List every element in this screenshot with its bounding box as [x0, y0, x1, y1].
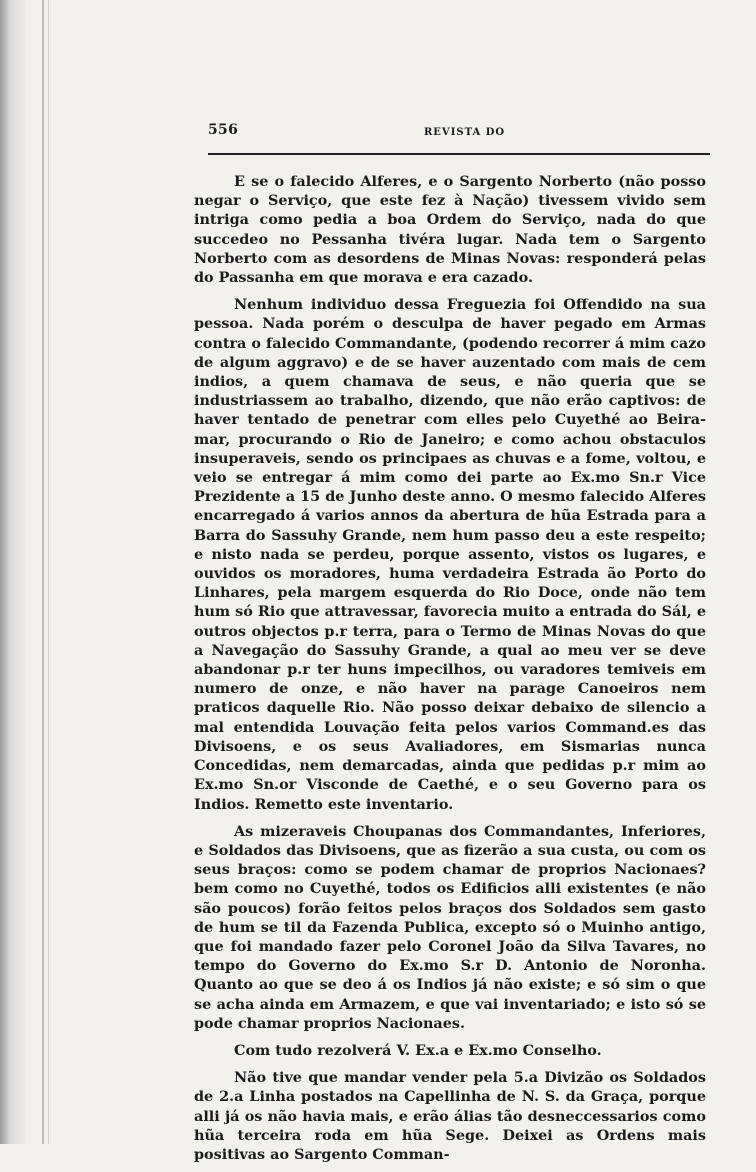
paragraph-1: E se o falecido Alferes, e o Sargento Norberto (não posso negar o Serviço, que este fez à Nação) tivessem vivido sem intriga como pedia a boa Ordem do Serviço, nada do que succedeo no Pessanha tivéra lugar. Nada tem o Sargento Norberto com as desordens de Minas Novas: responderá pelas do Passanha em que morava e era cazado. [194, 173, 706, 287]
book-binding-edge [0, 0, 26, 1144]
paragraph-5: Não tive que mandar vender pela 5.a Divizão os Soldados de 2.a Linha postados na Capellinha de N. S. da Graça, porque alli já os não havia mais, e erão álias tão desneccessarios como hũa terceira roda em hũa Sege. Deixei as Ordens mais positivas ao Sargento Comman- [194, 1069, 706, 1163]
running-title: REVISTA DO [424, 127, 506, 138]
paragraph-4: Com tudo rezolverá V. Ex.a e Ex.mo Conselho. [234, 1041, 602, 1059]
binding-shadow-line-secondary [48, 0, 49, 1144]
page-number: 556 [208, 122, 239, 138]
binding-shadow-line [42, 0, 44, 1144]
page-header [208, 120, 710, 150]
paragraph-3: As mizeraveis Choupanas dos Commandantes, Inferiores, e Soldados das Divisoens, que as fizerão a sua custa, ou com os seus braços: como se podem chamar de proprios Nacionaes? bem como no Cuyethé, todos os Edificios alli existentes (e não são poucos) forão feitos pelos braços dos Soldados sem gasto de hum se til da Fazenda Publica, excepto só o Muinho antigo, que foi mandado fazer pelo Coronel João da Silva Tavares, no tempo do Governo do Ex.mo S.r D. Antonio de Noronha. Quanto ao que se deo á os Indios já não existe; e só sim o que se acha ainda em Armazem, e que vai inventariado; e isto só se pode chamar proprios Nacionaes. [194, 822, 706, 1032]
paragraph-2: Nenhum individuo dessa Freguezia foi Offendido na sua pessoa. Nada porém o desculpa de haver pegado em Armas contra o falecido Commandante, (podendo recorrer á mim cazo de algum aggravo) e de se haver auzentado com mais de cem indios, a quem chamava de seus, e não queria que se industriassem ao trabalho, dizendo, que não erão captivos: de haver tentado de penetrar com elles pelo Cuyethé ao Beira-mar, procurando o Rio de Janeiro; e como achou obstaculos insuperaveis, sendo os principaes as chuvas e a fome, voltou, e veio se entregar á mim como dei parte ao Ex.mo Sn.r Vice Prezidente a 15 de Junho deste anno. O mesmo falecido Alferes encarregado á varios annos da abertura de hũa Estrada para a Barra do Sassuhy Grande, nem hum passo deu a este respeito; e nisto nada se perdeu, porque assento, vistos os lugares, e ouvidos os moradores, huma verdadeira Estrada ão Porto do Linhares, pela margem esquerda do Rio Doce, onde não tem hum só Rio que attravessar, favorecia muito a entrada do Sál, e outros objectos p.r terra, para o Termo de Minas Novas do que a Navegação do Sassuhy Grande, a qual ao meu ver se deve abandonar p.r ter huns impecilhos, ou varadores temiveis em numero de onze, e não haver na parage Canoeiros nem praticos daquelle Rio. Não posso deixar debaixo de silencio a mal entendida Louvação feita pelos varios Command.es das Divisoens, e os seus Avaliadores, em Sismarias nunca Concedidas, nem demarcadas, ainda que pedidas p.r mim ao Ex.mo Sn.or Visconde de Caethé, e o seu Governo para os Indios. Remetto este inventario. [194, 296, 706, 813]
body-text [194, 172, 706, 1172]
header-rule [208, 153, 710, 155]
